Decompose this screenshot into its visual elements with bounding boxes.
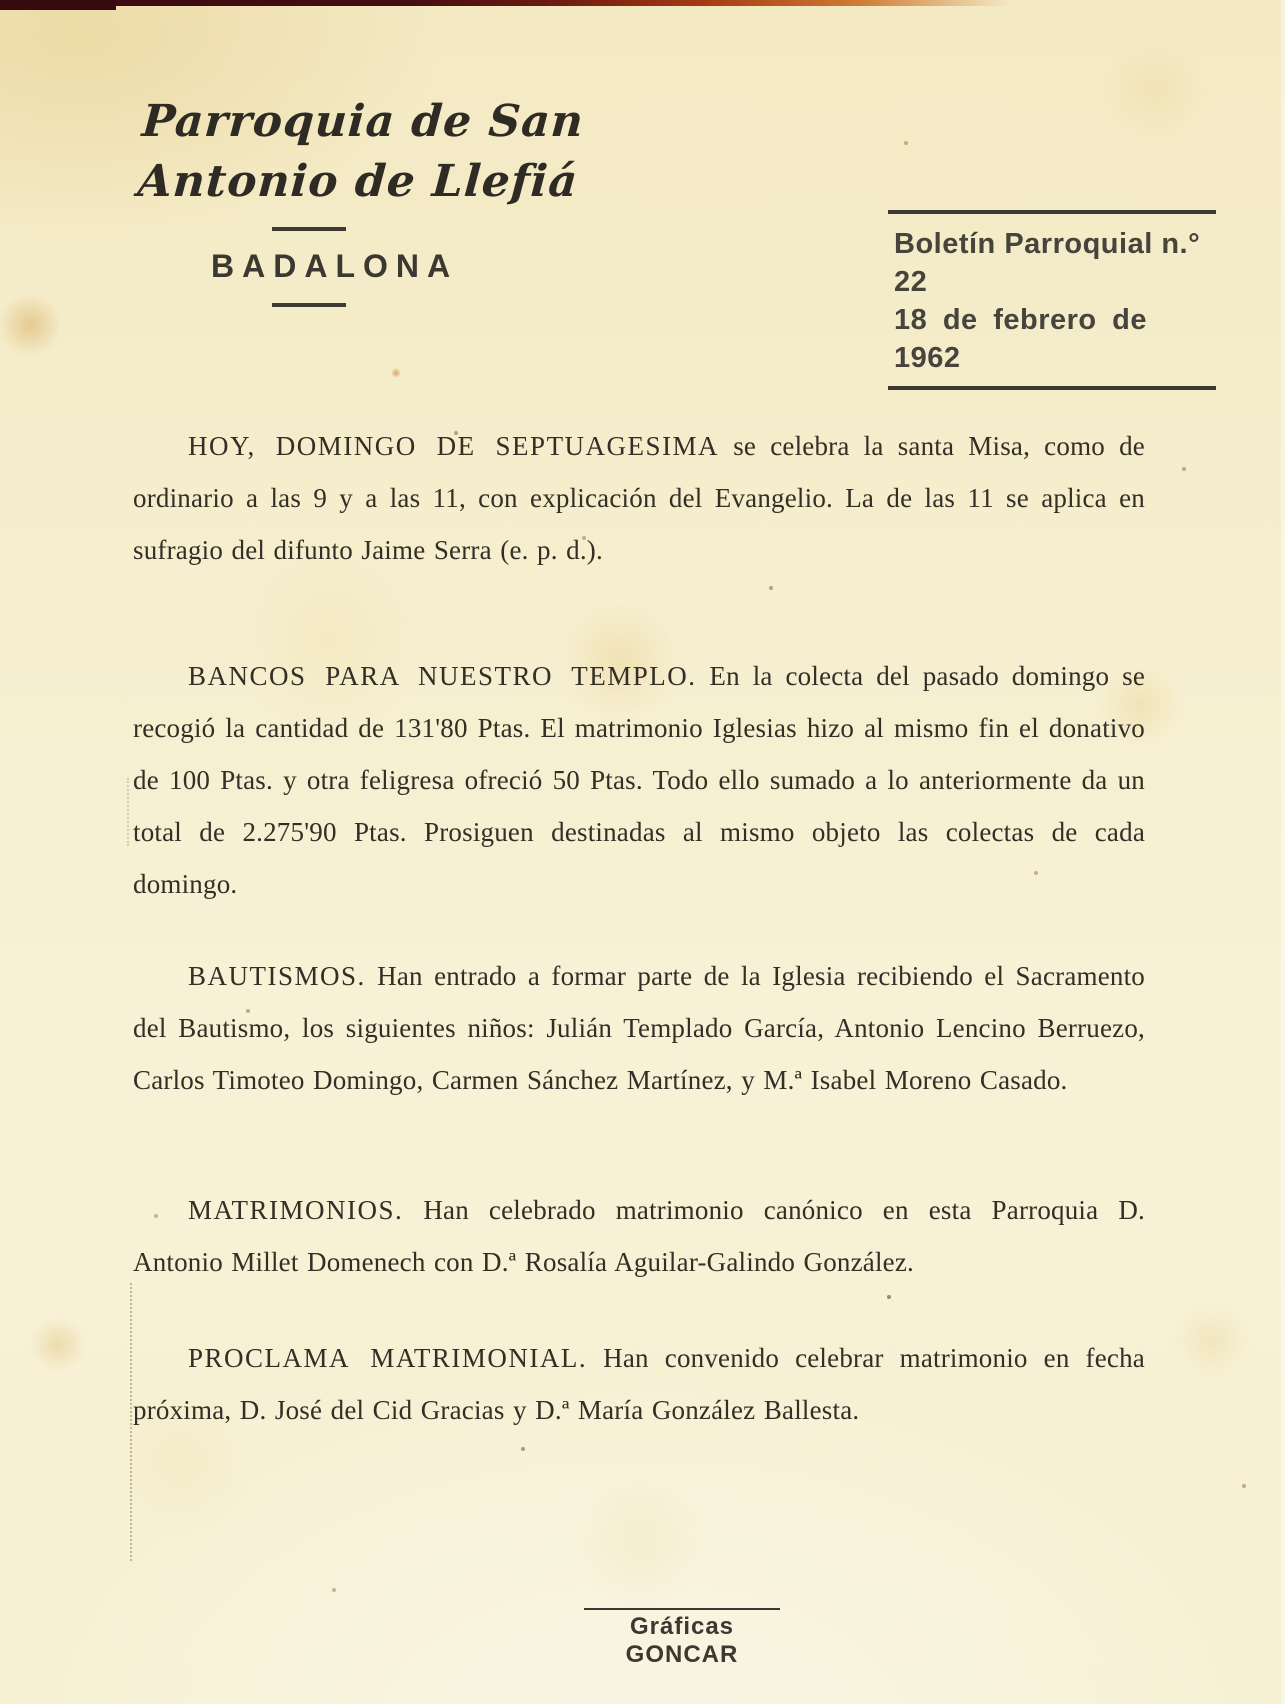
paper-specks	[0, 0, 2, 2]
parish-name	[136, 92, 586, 212]
scan-edge-right	[1281, 0, 1285, 1704]
paragraph-text: En la colecta del pasado domingo se recogió la cantidad de 131'80 Ptas. El matrimonio Iglesias hizo al mismo fin el donativo de 100 Ptas. y otra feligresa ofreció 50 Ptas. Todo ello sumado a lo anteriormente da un total de 2.275'90 Ptas. Prosiguen destinadas al mismo objeto las colectas de cada domingo.	[133, 661, 1145, 899]
header-rule-top	[272, 227, 346, 231]
parish-name-line2: Antonio de Llefiá	[136, 156, 580, 207]
masthead-bulletin-number: Boletín Parroquial n.° 22	[894, 228, 1201, 298]
paragraph-lead: PROCLAMA MATRIMONIAL.	[188, 1343, 588, 1373]
paragraph-bautismos	[133, 950, 1145, 1106]
paragraph-lead: HOY, DOMINGO DE SEPTUAGESIMA	[188, 431, 720, 461]
masthead-box	[888, 210, 1216, 390]
paragraph-text: Han entrado a formar parte de la Iglesia recibiendo el Sacramento del Bautismo, los siguientes niños: Julián Templado García, Antonio Lencino Berruezo, Carlos Timoteo Domingo, Carmen Sánchez Martínez, y M.ª Isabel Moreno Casado.	[133, 961, 1145, 1095]
paragraph-text: Han convenido celebrar matrimonio en fecha próxima, D. José del Cid Gracias y D.ª María González Ballesta.	[133, 1343, 1145, 1425]
printer-name: Gráficas GONCAR	[625, 1613, 739, 1668]
paragraph-lead: BAUTISMOS.	[188, 961, 366, 991]
paragraph-bancos	[133, 650, 1145, 910]
paragraph-matrimonios	[133, 1184, 1145, 1288]
printer-imprint	[584, 1608, 780, 1669]
paper-crease-line	[127, 778, 129, 846]
paragraph-proclama	[133, 1332, 1145, 1436]
city-name: BADALONA	[211, 248, 459, 284]
paragraph-mass-announcement	[133, 420, 1145, 576]
masthead-date: 18 de febrero de 1962	[894, 304, 1148, 374]
scan-edge-corner-artifact	[0, 0, 116, 10]
paragraph-lead: MATRIMONIOS.	[188, 1195, 404, 1225]
parish-name-line1: Parroquia de San	[140, 96, 586, 147]
header-rule-bottom	[272, 303, 346, 307]
scan-edge-artifact	[0, 0, 1010, 6]
paragraph-lead: BANCOS PARA NUESTRO TEMPLO.	[188, 661, 697, 691]
paragraph-text: Han celebrado matrimonio canónico en esta Parroquia D. Antonio Millet Domenech con D.ª Rosalía Aguilar-Galindo González.	[133, 1195, 1145, 1277]
paper-crease-line	[130, 1283, 132, 1561]
paragraph-text: se celebra la santa Misa, como de ordinario a las 9 y a las 11, con explicación del Evangelio. La de las 11 se aplica en sufragio del difunto Jaime Serra (e. p. d.).	[133, 431, 1145, 565]
